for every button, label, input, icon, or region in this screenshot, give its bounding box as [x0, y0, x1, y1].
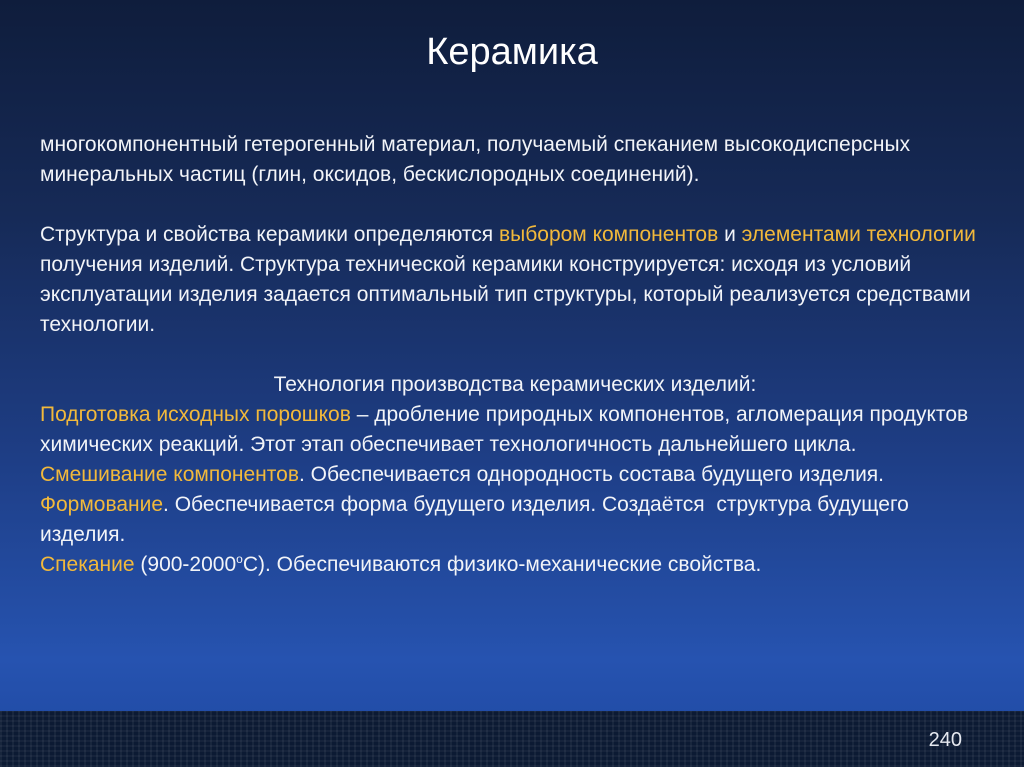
highlight-technology-elements: элементами технологии [741, 223, 976, 246]
step-text: . Обеспечивается однородность состава будущего изделия. [298, 463, 885, 486]
structure-text-3: получения изделий. Структура технической керамики конструируется: исходя из условий эксплуатации изделия задается оптимальный тип структуры, который реализуется средствами технологии. [40, 253, 971, 336]
step-forming [40, 490, 990, 550]
footer-band [0, 711, 1024, 767]
sintering-text-after: С). Обеспечиваются физико-механические свойства. [242, 553, 762, 576]
step-highlight: Спекание [40, 553, 135, 576]
step-highlight: Формование [40, 493, 164, 516]
spacer [40, 340, 990, 370]
spacer [40, 190, 990, 220]
page-number: 240 [928, 729, 962, 751]
structure-text-2: и [718, 223, 742, 246]
degree-sign: o [236, 552, 243, 566]
highlight-component-selection: выбором компонентов [498, 223, 719, 246]
technology-heading: Технология производства керамических изделий: [273, 373, 757, 396]
structure-text-1: Структура и свойства керамики определяются [40, 223, 499, 246]
slide-body [40, 130, 990, 580]
sintering-text-before: (900-2000 [134, 553, 237, 576]
step-mixing [40, 460, 990, 490]
step-text: . Обеспечивается форма будущего изделия. Создаётся структура будущего изделия. [40, 493, 915, 546]
step-sintering [40, 550, 990, 580]
step-highlight: Подготовка исходных порошков [40, 403, 351, 426]
step-powder-preparation [40, 400, 990, 460]
structure-paragraph [40, 220, 990, 340]
slide-title: Керамика [426, 31, 598, 73]
step-text: – дробление природных компонентов, агломерация продуктов химических реакций. Этот этап обеспечивает технологичность дальнейшего цикла. [40, 403, 969, 456]
definition-paragraph: многокомпонентный гетерогенный материал, получаемый спеканием высокодисперсных минеральных частиц (глин, оксидов, бескислородных соединений). [40, 133, 911, 186]
step-highlight: Смешивание компонентов [40, 463, 299, 486]
